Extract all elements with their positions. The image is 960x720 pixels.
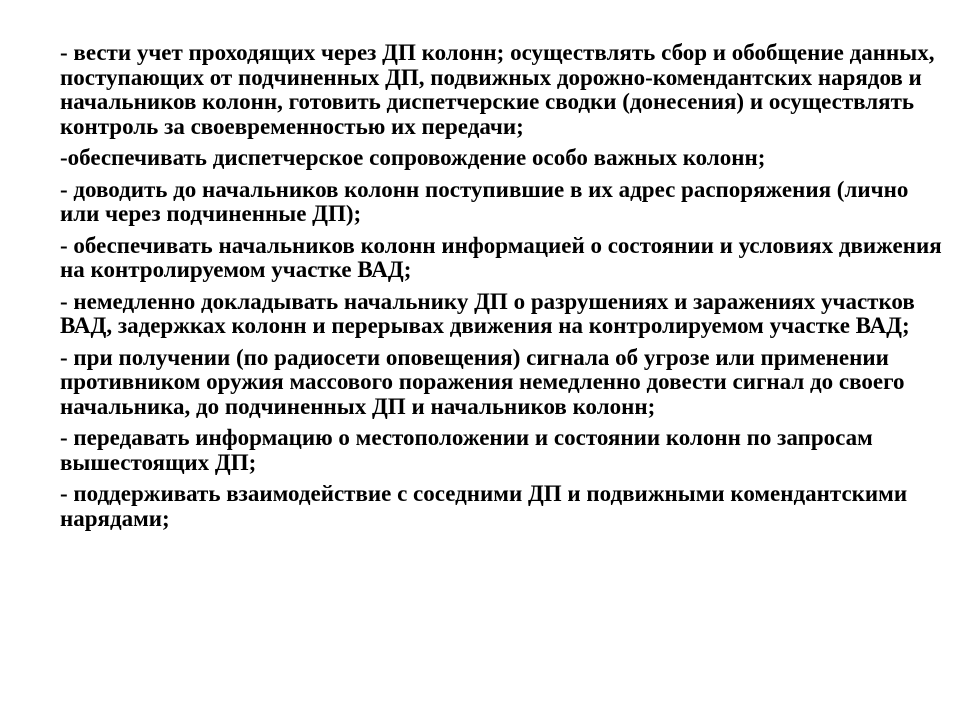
list-item: - доводить до начальников колонн поступившие в их адрес распоряжения (лично или через подчиненные ДП); <box>60 176 909 226</box>
list-item: -обеспечивать диспетчерское сопровождение особо важных колонн; <box>60 145 766 170</box>
list-item: - вести учет проходящих через ДП колонн; осуществлять сбор и обобщение данных, поступающих от подчиненных ДП, подвижных дорожно-комендантских нарядов и начальников колонн, готовить диспетчерские сводки (донесения) и осуществлять контроль за своевременностью их передачи; <box>60 40 935 139</box>
list-item: - передавать информацию о местоположении и состоянии колонн по запросам вышестоящих ДП; <box>60 425 873 475</box>
list-item: - немедленно докладывать начальнику ДП о разрушениях и заражениях участков ВАД, задержках колонн и перерывах движения на контролируемом участке ВАД; <box>60 288 915 338</box>
list-item: - поддерживать взаимодействие с соседними ДП и подвижными комендантскими нарядами; <box>60 481 908 531</box>
list-item: - обеспечивать начальников колонн информацией о состоянии и условиях движения на контролируемом участке ВАД; <box>60 232 942 282</box>
duty-list <box>60 41 945 538</box>
list-item: - при получении (по радиосети оповещения) сигнала об угрозе или применении противником оружия массового поражения немедленно довести сигнал до своего начальника, до подчиненных ДП и начальников колонн; <box>60 344 905 419</box>
